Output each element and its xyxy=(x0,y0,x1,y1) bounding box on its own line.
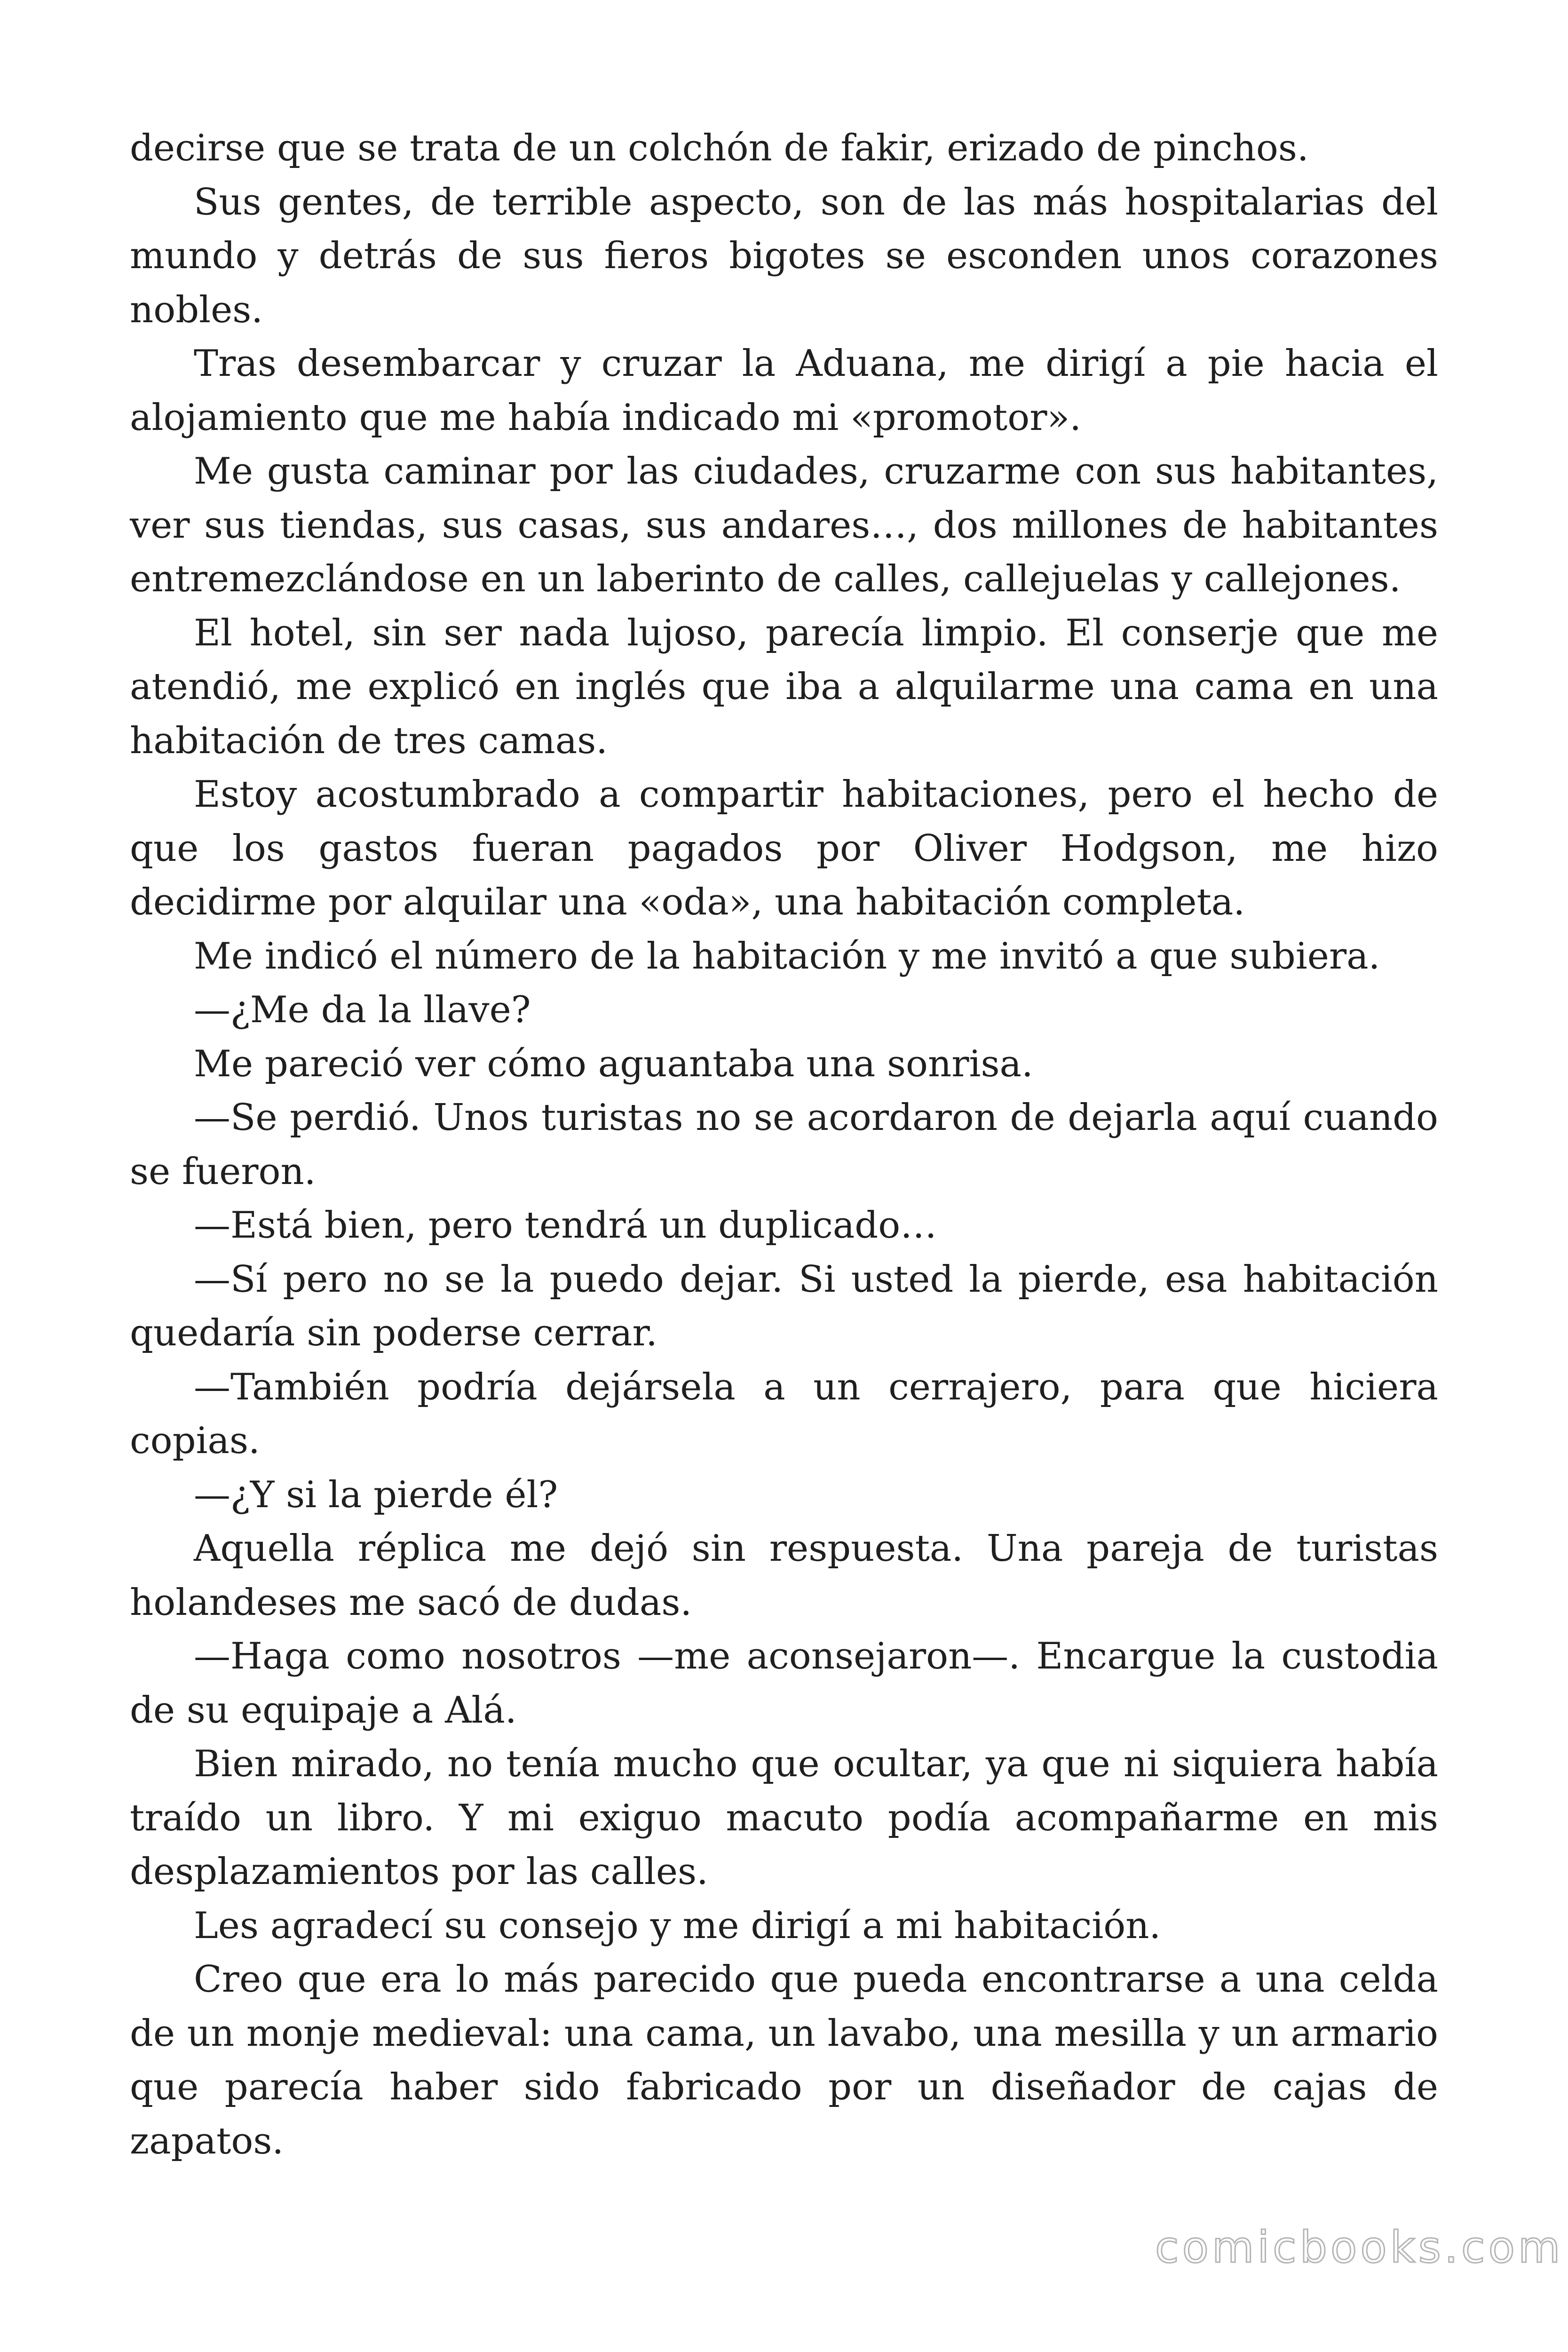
dialogue-line: —También podría dejársela a un cerrajero, para que hiciera copias. xyxy=(130,1366,1438,1462)
paragraph: Aquella réplica me dejó sin respuesta. Una pareja de turistas holandeses me sacó de dudas. xyxy=(130,1527,1438,1624)
dialogue-line: —¿Y si la pierde él? xyxy=(194,1473,558,1516)
dialogue-line: —Está bien, pero tendrá un duplicado… xyxy=(194,1204,937,1247)
paragraph: Les agradecí su consejo y me dirigí a mi habitación. xyxy=(194,1904,1161,1947)
dialogue-line: —¿Me da la llave? xyxy=(194,989,531,1031)
paragraph: Bien mirado, no tenía mucho que ocultar, ya que ni siquiera había traído un libro. Y mi exiguo macuto podía acompañarme en mis desplazamientos por las calles. xyxy=(130,1743,1438,1893)
paragraph: Tras desembarcar y cruzar la Aduana, me dirigí a pie hacia el alojamiento que me había indicado mi «promotor». xyxy=(130,342,1438,439)
paragraph: Me indicó el número de la habitación y me invitó a que subiera. xyxy=(194,935,1380,977)
paragraph: Estoy acostumbrado a compartir habitaciones, pero el hecho de que los gastos fueran pagados por Oliver Hodgson, me hizo decidirme por alquilar una «oda», una habitación completa. xyxy=(130,773,1438,923)
dialogue-line: —Haga como nosotros —me aconsejaron—. Encargue la custodia de su equipaje a Alá. xyxy=(130,1635,1438,1732)
body-text xyxy=(130,121,1438,2168)
paragraph: Sus gentes, de terrible aspecto, son de las más hospitalarias del mundo y detrás de sus fieros bigotes se esconden unos corazones nobles. xyxy=(130,181,1438,331)
paragraph: Creo que era lo más parecido que pueda encontrarse a una celda de un monje medieval: una cama, un lavabo, una mesilla y un armario que parecía haber sido fabricado por un diseñador de cajas de zapatos. xyxy=(130,1958,1438,2162)
watermark-logo: comicbooks.com xyxy=(1155,2222,1564,2273)
paragraph: Me gusta caminar por las ciudades, cruzarme con sus habitantes, ver sus tiendas, sus casas, sus andares…, dos millones de habitantes entremezclándose en un laberinto de calles, callejuelas y callejones. xyxy=(130,450,1438,600)
paragraph-continued: decirse que se trata de un colchón de fakir, erizado de pinchos. xyxy=(130,127,1309,169)
dialogue-line: —Sí pero no se la puedo dejar. Si usted la pierde, esa habitación quedaría sin poderse cerrar. xyxy=(130,1258,1438,1354)
dialogue-line: —Se perdió. Unos turistas no se acordaron de dejarla aquí cuando se fueron. xyxy=(130,1097,1438,1193)
paragraph: Me pareció ver cómo aguantaba una sonrisa. xyxy=(194,1042,1033,1085)
paragraph: El hotel, sin ser nada lujoso, parecía limpio. El conserje que me atendió, me explicó en inglés que iba a alquilarme una cama en una habitación de tres camas. xyxy=(130,612,1438,762)
